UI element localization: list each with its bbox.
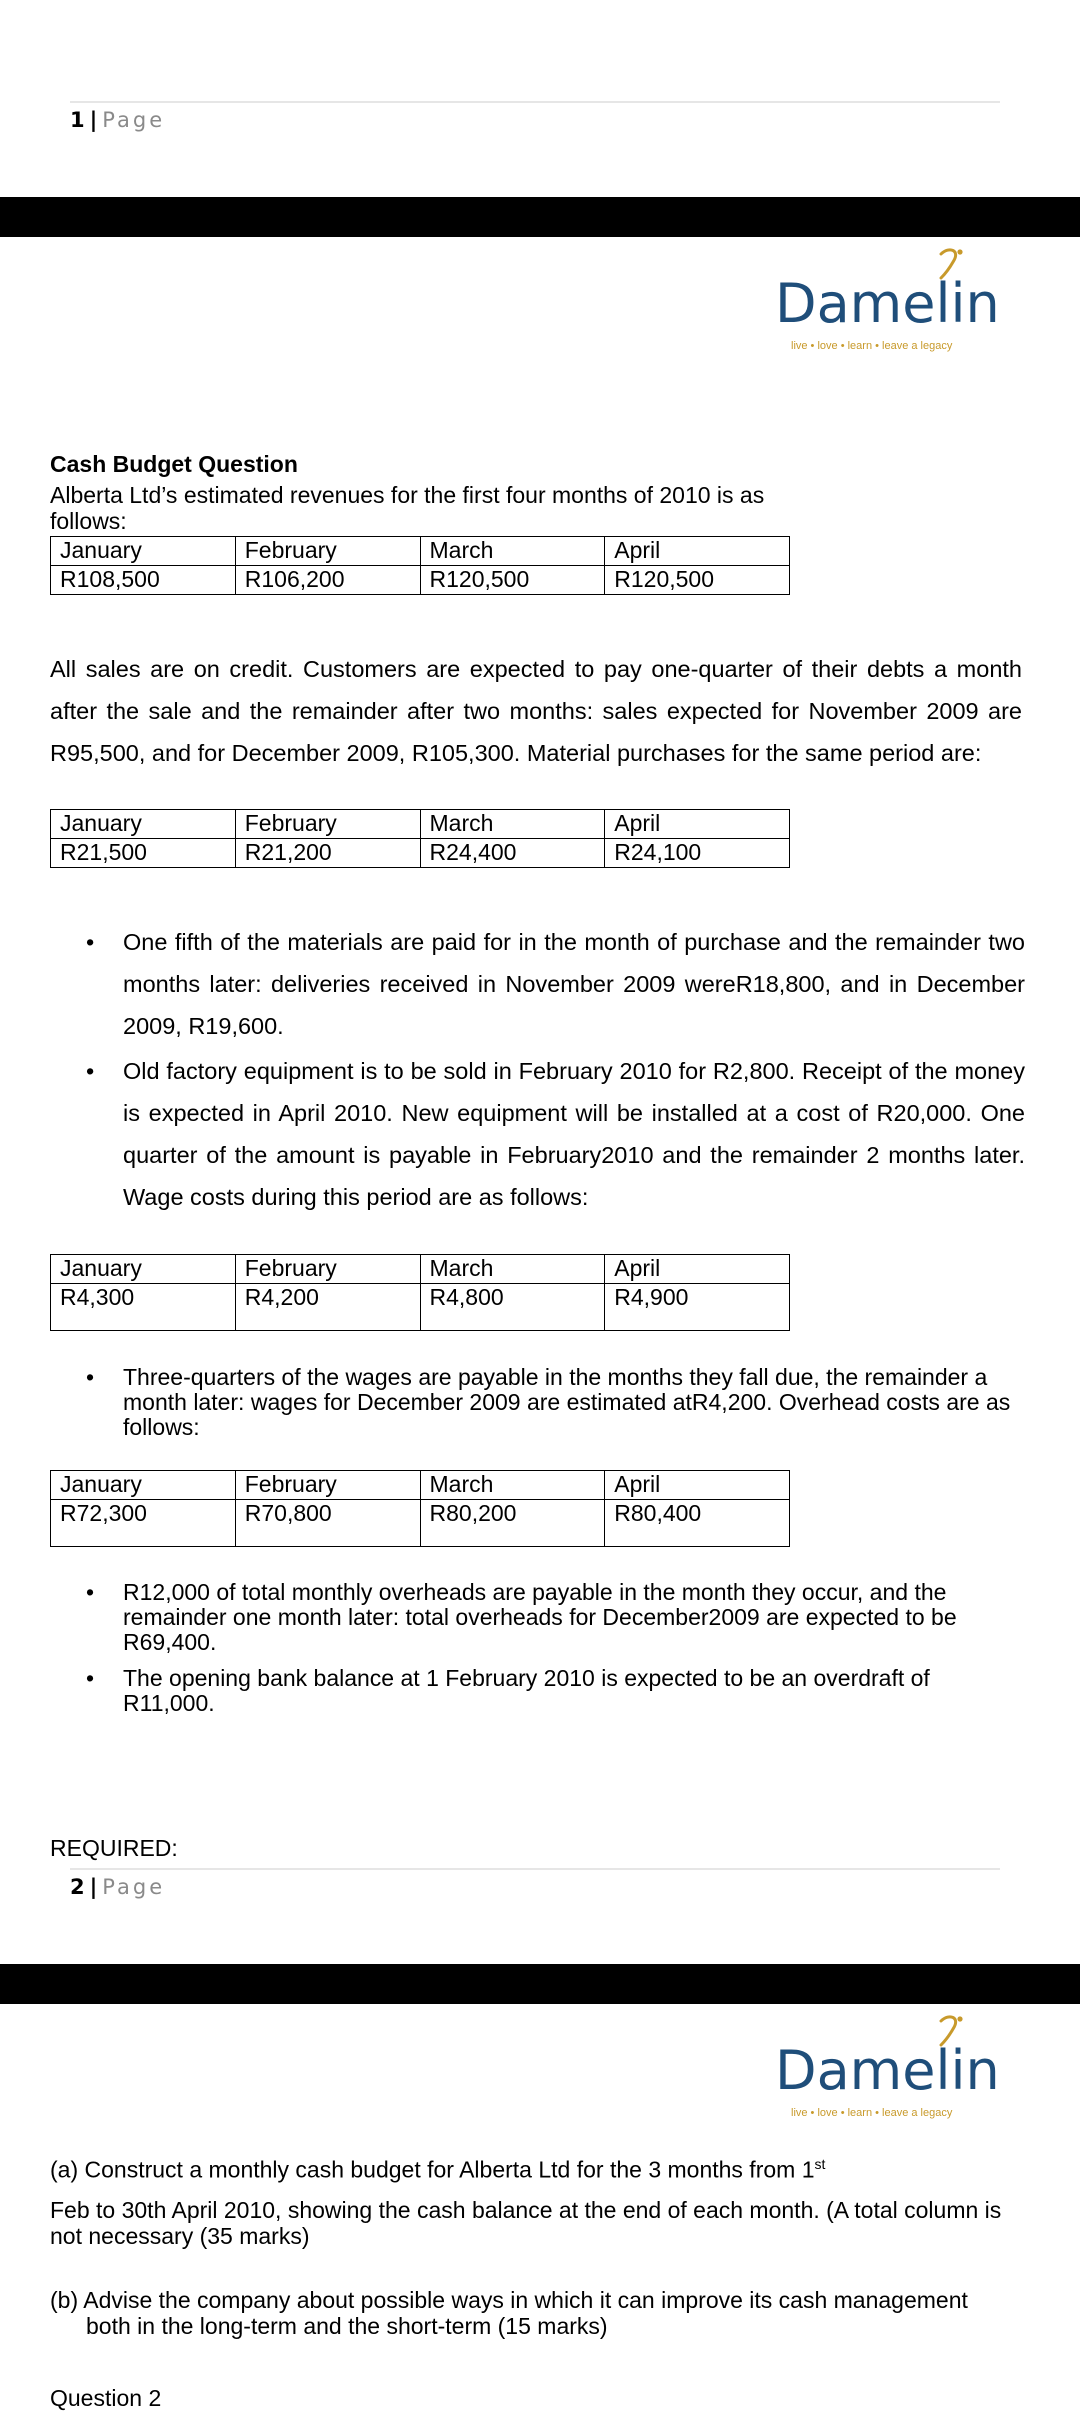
- list-item: • R12,000 of total monthly overheads are payable in the month they occur, and the remainder one month later: total overheads for December2009 are expected to be R69,400.: [50, 1580, 1025, 1655]
- question-title: Cash Budget Question: [50, 451, 298, 477]
- part-b: (b) Advise the company about possible ways in which it can improve its cash management both in the long-term and the short-term (15 marks): [50, 2287, 968, 2339]
- table-cell: R21,200: [235, 839, 420, 868]
- table-row: [51, 1284, 790, 1331]
- table-row: [51, 566, 790, 595]
- page-number-2: 2|Page: [70, 1875, 166, 1899]
- table-cell: January: [51, 1471, 236, 1500]
- logo-wordmark: Damelin: [775, 272, 1000, 335]
- table-cell: R120,500: [420, 566, 605, 595]
- intro-line-1: Alberta Ltd’s estimated revenues for the first four months of 2010 is as: [50, 482, 765, 508]
- table-cell: R70,800: [235, 1500, 420, 1547]
- overheads-table: [50, 1470, 790, 1547]
- table-cell: March: [420, 1471, 605, 1500]
- table-cell: R4,800: [420, 1284, 605, 1331]
- table-cell: March: [420, 810, 605, 839]
- next-question-heading: Question 2: [50, 2385, 162, 2411]
- table-cell: R72,300: [51, 1500, 236, 1547]
- table-cell: February: [235, 537, 420, 566]
- table-cell: April: [605, 1255, 790, 1284]
- damelin-logo: [773, 2009, 1003, 2119]
- table-cell: April: [605, 810, 790, 839]
- page-number-1: 1|Page: [70, 108, 166, 132]
- table-cell: R21,500: [51, 839, 236, 868]
- table-cell: January: [51, 1255, 236, 1284]
- logo-tagline: live • love • learn • leave a legacy: [791, 340, 953, 352]
- table-cell: R4,200: [235, 1284, 420, 1331]
- table-cell: January: [51, 810, 236, 839]
- list-item: • One fifth of the materials are paid for in the month of purchase and the remainder two months later: deliveries received in November 2009 wereR18,800, and in December 2009, R19,600.: [50, 921, 1025, 1047]
- table-row: [51, 537, 790, 566]
- header-band: [0, 197, 1080, 237]
- header-rule: [70, 1868, 1000, 1870]
- table-cell: April: [605, 1471, 790, 1500]
- table-cell: February: [235, 810, 420, 839]
- revenues-table: [50, 536, 790, 595]
- header-rule: [70, 101, 1000, 103]
- table-row: [51, 839, 790, 868]
- part-a-line-1: (a) Construct a monthly cash budget for Alberta Ltd for the 3 months from 1st: [50, 2156, 826, 2183]
- table-row: [51, 810, 790, 839]
- table-cell: R80,200: [420, 1500, 605, 1547]
- table-cell: January: [51, 537, 236, 566]
- bullet-list-overheads: [50, 1580, 1025, 1727]
- bullet-list-wages: [50, 1365, 1025, 1451]
- logo-wordmark: Damelin: [775, 2039, 1000, 2102]
- logo-tagline: live • love • learn • leave a legacy: [791, 2107, 953, 2119]
- required-heading: REQUIRED:: [50, 1835, 178, 1861]
- table-cell: R24,400: [420, 839, 605, 868]
- table-cell: R108,500: [51, 566, 236, 595]
- table-row: [51, 1500, 790, 1547]
- list-item: • Old factory equipment is to be sold in February 2010 for R2,800. Receipt of the money is expected in April 2010. New equipment will be installed at a cost of R20,000. One quarter of the amount is payable in February2010 and the remainder 2 months later. Wage costs during this period are as follows:: [50, 1050, 1025, 1218]
- table-cell: R80,400: [605, 1500, 790, 1547]
- bullet-list-materials: [50, 921, 1025, 1221]
- table-cell: March: [420, 537, 605, 566]
- list-item: • Three-quarters of the wages are payable in the months they fall due, the remainder a month later: wages for December 2009 are estimated atR4,200. Overhead costs are as follows:: [50, 1365, 1025, 1440]
- table-cell: R120,500: [605, 566, 790, 595]
- table-cell: April: [605, 537, 790, 566]
- table-cell: R4,300: [51, 1284, 236, 1331]
- damelin-logo: [773, 242, 1003, 352]
- intro-line-2: follows:: [50, 508, 127, 534]
- materials-table: [50, 809, 790, 868]
- sales-paragraph: All sales are on credit. Customers are expected to pay one-quarter of their debts a month after the sale and the remainder after two months: sales expected for November 2009 are R95,500, and for December 2009, R105,300. Material purchases for the same period are:: [50, 656, 1022, 766]
- header-band: [0, 1964, 1080, 2004]
- table-row: [51, 1471, 790, 1500]
- table-cell: March: [420, 1255, 605, 1284]
- table-row: [51, 1255, 790, 1284]
- table-cell: R106,200: [235, 566, 420, 595]
- list-item: • The opening bank balance at 1 February 2010 is expected to be an overdraft of R11,000.: [50, 1666, 1025, 1716]
- table-cell: R24,100: [605, 839, 790, 868]
- table-cell: February: [235, 1471, 420, 1500]
- table-cell: February: [235, 1255, 420, 1284]
- part-a-line-2: Feb to 30th April 2010, showing the cash balance at the end of each month. (A total column is not necessary (35 marks): [50, 2197, 1002, 2249]
- wages-table: [50, 1254, 790, 1331]
- table-cell: R4,900: [605, 1284, 790, 1331]
